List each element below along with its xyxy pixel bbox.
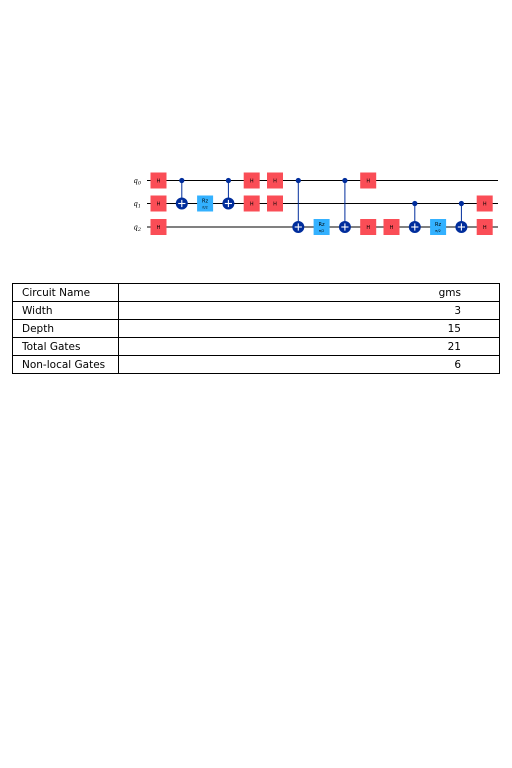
h-gate-label: H [482, 201, 487, 208]
rz-gate-label: Rz [318, 222, 325, 228]
cx-control-dot [459, 201, 464, 206]
h-gate-label: H [156, 224, 161, 231]
h-gate-label: H [156, 178, 161, 185]
row-key: Circuit Name [13, 284, 119, 302]
row-value: 6 [119, 356, 500, 374]
rz-gate-label: Rz [202, 198, 209, 205]
cx-control-dot [226, 178, 231, 183]
cx-control-dot [296, 178, 301, 183]
h-gate-label: H [249, 201, 254, 208]
h-gate-label: H [366, 224, 371, 231]
circuit-info-table-container [12, 283, 500, 374]
row-value: gms [119, 284, 500, 302]
row-value: 21 [119, 338, 500, 356]
cx-control-dot [179, 178, 184, 183]
rz-gate-param: π/2 [318, 229, 325, 233]
rz-gate-label: Rz [435, 222, 442, 228]
h-gate-label: H [482, 224, 487, 231]
h-gate-label: H [273, 201, 277, 208]
rz-gate-param: π/2 [435, 229, 441, 233]
row-key: Width [13, 302, 119, 320]
cx-control-dot [342, 178, 347, 183]
table-row [13, 338, 500, 356]
h-gate-label: H [389, 224, 394, 231]
qubit-label: $q_0$ [133, 177, 141, 187]
table-row [13, 302, 500, 320]
table-row [13, 284, 500, 302]
h-gate-label: H [273, 178, 277, 185]
row-key: Total Gates [13, 338, 119, 356]
cx-control-dot [412, 201, 417, 206]
row-key: Non-local Gates [13, 356, 119, 374]
h-gate-label: H [249, 178, 254, 185]
row-key: Depth [13, 320, 119, 338]
h-gate-label: H [366, 178, 371, 185]
table-row [13, 356, 500, 374]
row-value: 15 [119, 320, 500, 338]
table-row [13, 320, 500, 338]
circuit-info-table [12, 283, 500, 374]
rz-gate-param: π/2 [202, 205, 208, 210]
qubit-label: $q_1$ [133, 200, 141, 210]
qubit-label: $q_2$ [133, 223, 141, 233]
h-gate-label: H [156, 201, 161, 208]
row-value: 3 [119, 302, 500, 320]
circuit-diagram [0, 0, 512, 260]
